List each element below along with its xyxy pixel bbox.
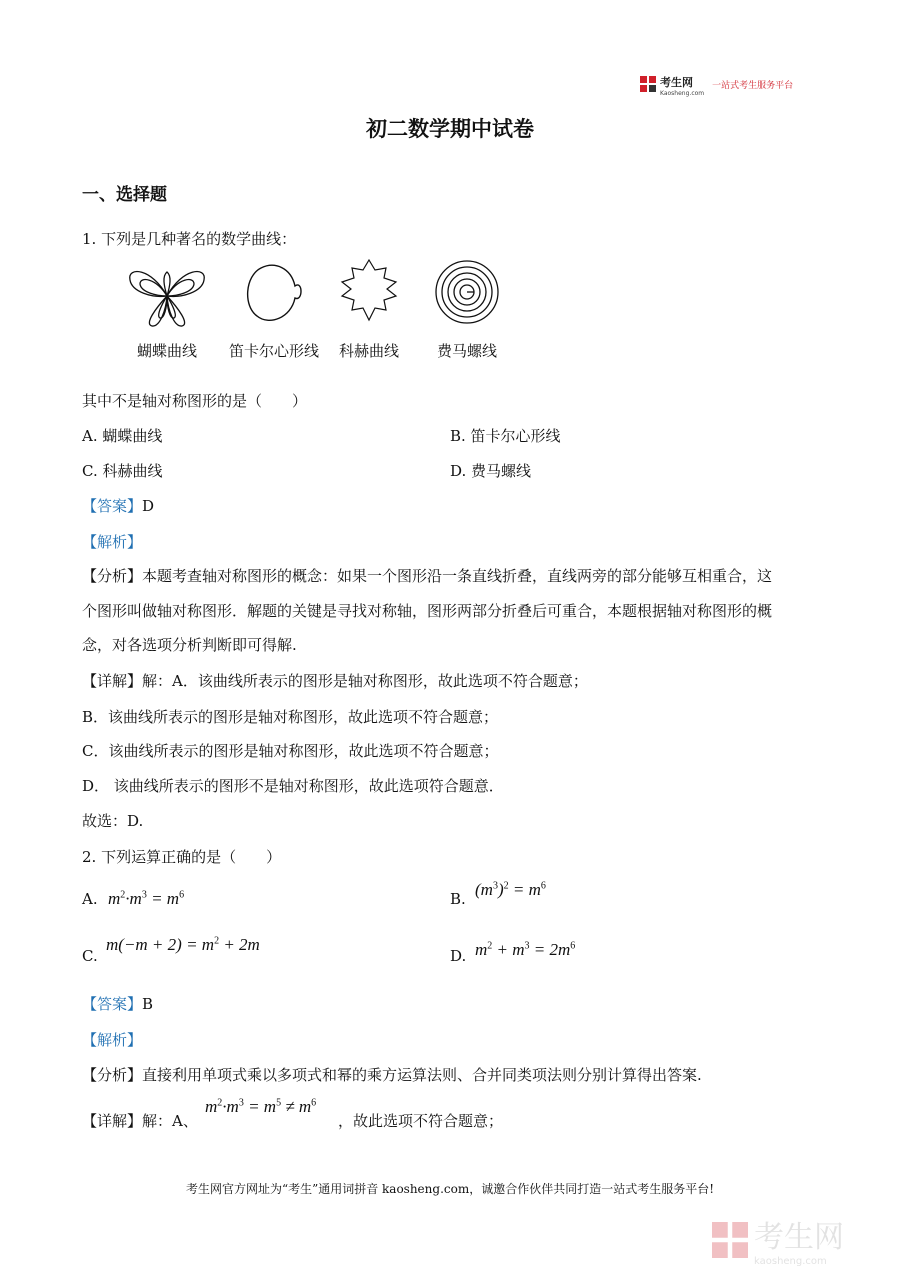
detail-text: 解：A．该曲线所表示的图形是轴对称图形，故此选项不符合题意；: [142, 672, 588, 690]
logo-brand: 考生网: [660, 75, 693, 89]
watermark-domain: kaosheng.com: [754, 1256, 827, 1267]
fenxi-tag: 【分析】: [82, 567, 143, 585]
q1-question: 其中不是轴对称图形的是（ ）: [82, 392, 308, 410]
watermark-logo-icon: [712, 1222, 748, 1258]
figure-butterfly: [122, 258, 212, 361]
q1-detail-b: B．该曲线所表示的图形是轴对称图形，故此选项不符合题意；: [82, 708, 499, 726]
q1-option-c: C. 科赫曲线: [82, 462, 163, 480]
detail-prefix: 解：A、: [142, 1112, 198, 1130]
page-title: 初二数学期中试卷: [366, 116, 534, 141]
q1-analysis-tag: [82, 531, 142, 552]
q2-analysis-tag: [82, 1029, 142, 1050]
fenxi-text: 本题考查轴对称图形的概念：如果一个图形沿一条直线折叠，直线两旁的部分能够互相重合，这: [142, 567, 773, 585]
q2-detail-suffix: ，故此选项不符合题意；: [338, 1112, 504, 1130]
q2-option-a-label: A.: [82, 890, 98, 908]
q1-option-a: A. 蝴蝶曲线: [82, 427, 163, 445]
figure-fermat-spiral: [422, 258, 512, 361]
butterfly-curve-icon: [122, 258, 212, 330]
answer-tag: 【答案】: [82, 995, 143, 1013]
logo-domain: Kaosheng.com: [660, 89, 705, 97]
answer-value: D: [142, 497, 155, 515]
q1-detail-c: C．该曲线所表示的图形是轴对称图形，故此选项不符合题意；: [82, 742, 499, 760]
q1-detail-d: D． 该曲线所表示的图形不是轴对称图形，故此选项符合题意．: [82, 777, 504, 795]
q2-answer-row: [82, 993, 153, 1014]
figure-label: 蝴蝶曲线: [136, 342, 197, 360]
q1-fenxi-line-3: 念，对各选项分析判断即可得解.: [82, 636, 297, 654]
figure-cardioid: [224, 258, 324, 361]
xiangjie-tag: 【详解】: [82, 672, 143, 690]
figure-label: 科赫曲线: [338, 342, 399, 360]
q1-fenxi-line-1: [82, 565, 772, 586]
q2-option-c-formula: $m(-m + 2) = m^2 + 2m$: [106, 935, 260, 954]
cardioid-curve-icon: [229, 258, 319, 330]
fenxi-text: 直接利用单项式乘以多项式和幂的乘方运算法则、合并同类项法则分别计算得出答案.: [142, 1066, 702, 1084]
watermark: [712, 1212, 882, 1267]
section-heading: 一、选择题: [82, 185, 167, 205]
logo-brand-block: [660, 72, 704, 97]
logo-slogan: 一站式考生服务平台: [712, 80, 794, 91]
q2-detail-formula: $m^2\cdot m^3 = m^5 \ne m^6$: [205, 1097, 317, 1116]
fermat-spiral-icon: [422, 258, 512, 330]
q2-option-c-label: C.: [82, 947, 98, 965]
figure-koch: [324, 258, 414, 361]
q1-conclusion: 故选：D.: [82, 812, 144, 830]
answer-value: B: [142, 995, 154, 1013]
q2-option-b-label: B.: [450, 890, 466, 908]
q2-option-d-label: D.: [450, 947, 467, 965]
answer-tag: 【答案】: [82, 497, 143, 515]
figure-label: 费马螺线: [436, 342, 497, 360]
q2-stem: 2. 下列运算正确的是（ ）: [82, 848, 282, 866]
xiangjie-tag: 【详解】: [82, 1112, 143, 1130]
watermark-text: 考生网: [754, 1220, 844, 1255]
analysis-tag: 【解析】: [82, 1031, 143, 1049]
q1-option-d: D. 费马螺线: [450, 462, 532, 480]
q1-fenxi-line-2: 个图形叫做轴对称图形．解题的关键是寻找对称轴，图形两部分折叠后可重合，本题根据轴对称图形的概: [82, 602, 773, 620]
q2-fenxi: [82, 1064, 702, 1085]
figure-label: 笛卡尔心形线: [228, 342, 319, 360]
analysis-tag: 【解析】: [82, 533, 143, 551]
kaosheng-logo-icon: [640, 76, 656, 92]
page-footer: 考生网官方网址为“考生”通用词拼音 kaosheng.com，诚邀合作伙伴共同打造一站式考生服务平台!: [185, 1182, 715, 1196]
q2-option-b-formula: $(m^3)^2 = m^6$: [475, 880, 546, 899]
q1-answer-row: [82, 495, 154, 516]
fenxi-tag: 【分析】: [82, 1066, 143, 1084]
q2-option-a-formula: $m^2\cdot m^3 = m^6$: [108, 889, 185, 908]
q1-option-b: B. 笛卡尔心形线: [450, 427, 561, 445]
koch-snowflake-icon: [324, 258, 414, 330]
q1-stem: 1. 下列是几种著名的数学曲线：: [82, 230, 297, 248]
q2-detail-a: [82, 1110, 198, 1131]
q1-detail-a: [82, 670, 588, 691]
header-logo: [640, 72, 810, 96]
q2-option-d-formula: $m^2 + m^3 = 2m^6$: [475, 940, 576, 959]
